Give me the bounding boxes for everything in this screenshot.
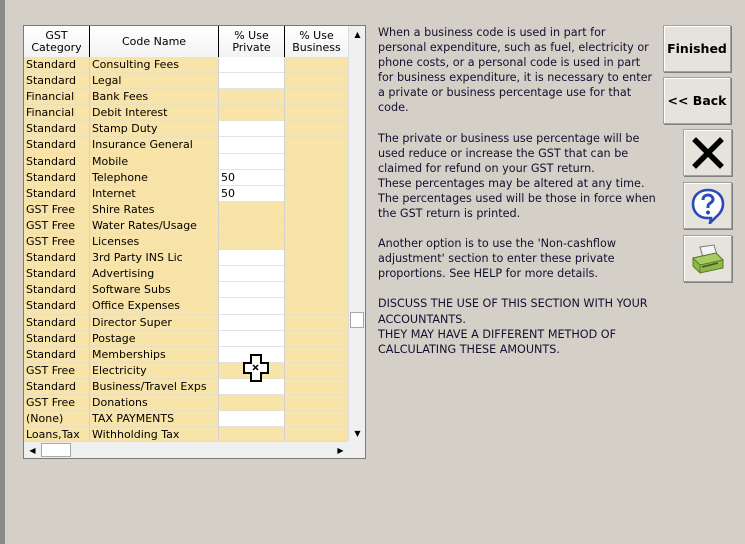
grid-header — [24, 26, 349, 57]
code-name-cell: Electricity — [90, 363, 219, 379]
back-button[interactable]: << Back — [663, 77, 731, 124]
gst-category-cell: Standard — [24, 379, 90, 395]
scroll-up-arrow-icon[interactable]: ▲ — [349, 26, 366, 43]
private-percent-cell — [219, 427, 285, 441]
gst-category-cell: GST Free — [24, 202, 90, 218]
info-paragraph-2 — [378, 131, 656, 222]
gst-category-cell: (None) — [24, 411, 90, 427]
gst-category-cell: Standard — [24, 315, 90, 331]
gst-category-cell: Standard — [24, 266, 90, 282]
table-row[interactable] — [24, 427, 349, 441]
code-name-cell: Stamp Duty — [90, 121, 219, 137]
table-row[interactable] — [24, 137, 349, 153]
private-percent-cell[interactable] — [219, 57, 285, 73]
move-cursor-icon — [241, 354, 273, 386]
gst-category-cell: GST Free — [24, 395, 90, 411]
table-row[interactable] — [24, 105, 349, 121]
code-name-cell: Donations — [90, 395, 219, 411]
print-button[interactable] — [683, 235, 732, 282]
private-percent-cell[interactable] — [219, 250, 285, 266]
business-percent-cell — [285, 218, 349, 234]
finished-button[interactable]: Finished — [663, 25, 731, 72]
code-name-cell: Withholding Tax — [90, 427, 219, 441]
info-warning-1: DISCUSS THE USE OF THIS SECTION WITH YOUR ACCOUNTANTS. — [378, 297, 648, 326]
gst-category-cell: Standard — [24, 121, 90, 137]
private-percent-cell[interactable] — [219, 411, 285, 427]
horizontal-scroll-thumb[interactable] — [41, 443, 71, 457]
table-row[interactable] — [24, 379, 349, 395]
horizontal-scrollbar[interactable] — [24, 441, 349, 458]
business-percent-cell[interactable] — [285, 186, 349, 202]
code-name-cell: Postage — [90, 331, 219, 347]
code-name-cell: Debit Interest — [90, 105, 219, 121]
table-row[interactable] — [24, 57, 349, 73]
business-percent-cell[interactable] — [285, 170, 349, 186]
table-row[interactable] — [24, 218, 349, 234]
table-row[interactable] — [24, 121, 349, 137]
business-percent-cell[interactable] — [285, 121, 349, 137]
code-name-cell: Internet — [90, 186, 219, 202]
gst-category-cell: Standard — [24, 154, 90, 170]
private-percent-cell[interactable] — [219, 282, 285, 298]
private-percent-cell[interactable] — [219, 266, 285, 282]
table-row[interactable] — [24, 395, 349, 411]
private-percent-cell[interactable] — [219, 73, 285, 89]
info-paragraph-1: When a business code is used in part for personal expenditure, such as fuel, electricity or phone costs, or a personal code is used in part for business expenditure, it is necessary to enter a private or business percentage use for that code. — [378, 26, 653, 115]
gst-category-cell: Standard — [24, 57, 90, 73]
gst-category-cell: GST Free — [24, 218, 90, 234]
business-percent-cell — [285, 234, 349, 250]
scroll-left-arrow-icon[interactable]: ◀ — [29, 445, 36, 455]
table-row[interactable] — [24, 298, 349, 314]
private-percent-cell — [219, 218, 285, 234]
code-name-cell: Legal — [90, 73, 219, 89]
code-name-cell: Advertising — [90, 266, 219, 282]
private-percent-cell — [219, 105, 285, 121]
private-percent-cell — [219, 395, 285, 411]
grid-body — [24, 57, 349, 441]
help-button[interactable] — [683, 182, 732, 229]
table-row[interactable] — [24, 250, 349, 266]
table-row[interactable] — [24, 154, 349, 170]
business-percent-cell[interactable] — [285, 57, 349, 73]
table-row[interactable] — [24, 73, 349, 89]
business-percent-cell — [285, 105, 349, 121]
table-row[interactable] — [24, 266, 349, 282]
percentage-grid[interactable] — [23, 25, 366, 459]
info-paragraph-6 — [378, 296, 656, 356]
code-name-cell: TAX PAYMENTS — [90, 411, 219, 427]
gst-category-cell: Standard — [24, 73, 90, 89]
gst-category-cell: Standard — [24, 347, 90, 363]
gst-category-cell: Financial — [24, 105, 90, 121]
code-name-cell: Director Super — [90, 315, 219, 331]
code-name-cell: Memberships — [90, 347, 219, 363]
info-text-4: The percentages used will be those in force when the GST return is printed. — [378, 191, 656, 221]
gst-category-cell: Financial — [24, 89, 90, 105]
info-text — [378, 25, 656, 372]
code-name-cell: Telephone — [90, 170, 219, 186]
business-percent-cell[interactable] — [285, 73, 349, 89]
business-percent-cell[interactable] — [285, 298, 349, 314]
code-name-cell: Office Expenses — [90, 298, 219, 314]
table-row[interactable] — [24, 282, 349, 298]
business-percent-cell[interactable] — [285, 379, 349, 395]
table-row[interactable] — [24, 331, 349, 347]
printer-icon — [690, 243, 726, 275]
table-row[interactable] — [24, 202, 349, 218]
gst-category-cell: Standard — [24, 298, 90, 314]
close-x-icon — [692, 137, 724, 169]
header-gst-category[interactable]: GST Category — [24, 26, 90, 57]
gst-category-cell: Standard — [24, 250, 90, 266]
code-name-cell: Software Subs — [90, 282, 219, 298]
code-name-cell: Insurance General — [90, 137, 219, 153]
table-row[interactable] — [24, 363, 349, 379]
gst-category-cell: Standard — [24, 170, 90, 186]
table-row[interactable] — [24, 186, 349, 202]
business-percent-cell — [285, 363, 349, 379]
business-percent-cell[interactable] — [285, 347, 349, 363]
business-percent-cell[interactable] — [285, 266, 349, 282]
gst-category-cell: Standard — [24, 331, 90, 347]
private-percent-cell — [219, 89, 285, 105]
code-name-cell: Water Rates/Usage — [90, 218, 219, 234]
scroll-down-arrow-icon[interactable]: ▼ — [349, 425, 366, 442]
business-percent-cell[interactable] — [285, 250, 349, 266]
table-row[interactable] — [24, 347, 349, 363]
info-text-3: These percentages may be altered at any time. — [378, 176, 645, 190]
business-percent-cell — [285, 427, 349, 441]
code-name-cell: Shire Rates — [90, 202, 219, 218]
info-warning-2: THEY MAY HAVE A DIFFERENT METHOD OF CALCULATING THESE AMOUNTS. — [378, 327, 617, 356]
code-name-cell: Consulting Fees — [90, 57, 219, 73]
info-text-2: The private or business use percentage will be used reduce or increase the GST that can be claimed for refund on your GST return. — [378, 131, 640, 175]
business-percent-cell[interactable] — [285, 411, 349, 427]
business-percent-cell — [285, 89, 349, 105]
header-code-name[interactable]: Code Name — [90, 26, 219, 57]
private-percent-cell[interactable]: 50 — [219, 170, 285, 186]
gst-category-cell: Standard — [24, 282, 90, 298]
scrollbar-corner — [348, 441, 365, 458]
business-percent-cell[interactable] — [285, 154, 349, 170]
table-row[interactable] — [24, 234, 349, 250]
header-use-private[interactable]: % Use Private — [219, 26, 285, 57]
code-name-cell: Business/Travel Exps — [90, 379, 219, 395]
table-row[interactable] — [24, 170, 349, 186]
private-percent-cell[interactable] — [219, 137, 285, 153]
gst-category-cell: GST Free — [24, 234, 90, 250]
scroll-right-arrow-icon[interactable]: ▶ — [337, 445, 344, 455]
help-question-icon — [691, 188, 725, 224]
code-name-cell: 3rd Party INS Lic — [90, 250, 219, 266]
business-percent-cell[interactable] — [285, 282, 349, 298]
business-percent-cell[interactable] — [285, 331, 349, 347]
gst-category-cell: Standard — [24, 137, 90, 153]
gst-category-cell: Standard — [24, 186, 90, 202]
private-percent-cell[interactable] — [219, 315, 285, 331]
private-percent-cell[interactable] — [219, 331, 285, 347]
private-percent-cell[interactable] — [219, 121, 285, 137]
code-name-cell: Licenses — [90, 234, 219, 250]
info-paragraph-5: Another option is to use the 'Non-cashflow adjustment' section to enter these private proportions. See HELP for more details. — [378, 237, 616, 281]
table-row[interactable] — [24, 315, 349, 331]
close-button[interactable] — [683, 129, 732, 176]
vertical-scroll-thumb[interactable] — [350, 312, 364, 328]
private-percent-cell — [219, 234, 285, 250]
private-percent-cell[interactable] — [219, 298, 285, 314]
business-percent-cell[interactable] — [285, 315, 349, 331]
business-percent-cell[interactable] — [285, 137, 349, 153]
private-percent-cell[interactable] — [219, 154, 285, 170]
code-name-cell: Bank Fees — [90, 89, 219, 105]
vertical-scrollbar[interactable] — [348, 26, 365, 442]
table-row[interactable] — [24, 89, 349, 105]
gst-category-cell: GST Free — [24, 363, 90, 379]
code-name-cell: Mobile — [90, 154, 219, 170]
gst-category-cell: Loans,Tax — [24, 427, 90, 441]
header-use-business[interactable]: % Use Business — [285, 26, 349, 57]
business-percent-cell — [285, 202, 349, 218]
private-percent-cell[interactable]: 50 — [219, 186, 285, 202]
business-percent-cell — [285, 395, 349, 411]
table-row[interactable] — [24, 411, 349, 427]
private-percent-cell — [219, 202, 285, 218]
